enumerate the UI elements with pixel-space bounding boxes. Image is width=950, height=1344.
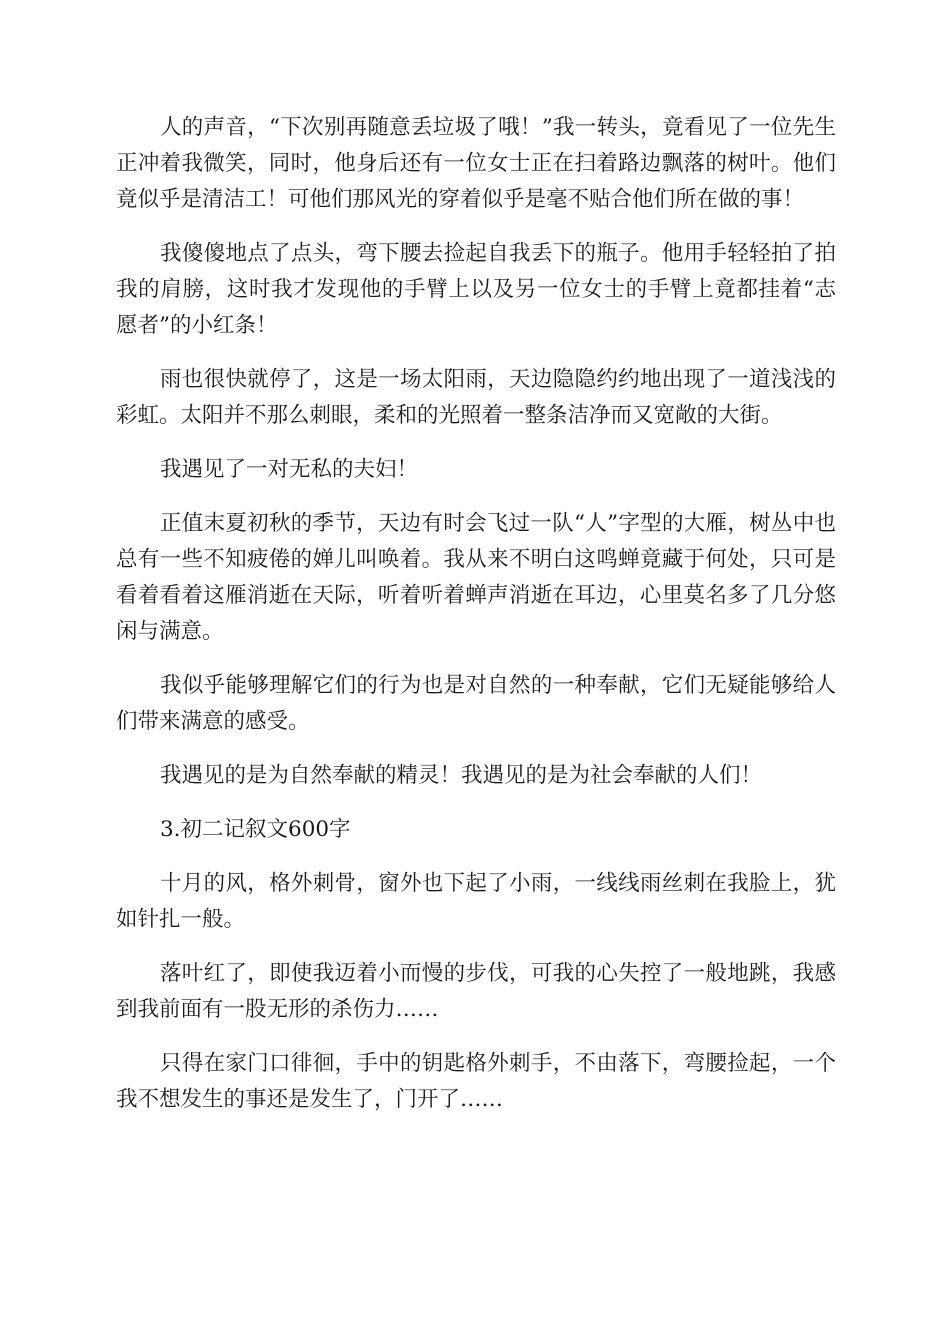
paragraph-dedication-nature: 我似乎能够理解它们的行为也是对自然的一种奉献，它们无疑能够给人们带来满意的感受。	[116, 673, 836, 734]
paragraph-red-leaves: 落叶红了，即使我迈着小而慢的步伐，可我的心失控了一般地跳，我感到我前面有一股无形的杀伤力……	[116, 961, 836, 1022]
paragraph-selfless-couple: 我遇见了一对无私的夫妇！	[160, 457, 419, 482]
paragraph-sun-rain: 雨也很快就停了，这是一场太阳雨，天边隐隐约约地出现了一道浅浅的彩虹。太阳并不那么刺眼，柔和的光照着一整条洁净而又宽敞的大街。	[116, 367, 836, 428]
paragraph-volunteer-band: 我傻傻地点了点头，弯下腰去捡起自我丢下的瓶子。他用手轻轻拍了拍我的肩膀，这时我才发现他的手臂上以及另一位女士的手臂上竟都挂着“志愿者”的小红条！	[116, 241, 836, 338]
document-body	[116, 110, 836, 1136]
paragraph-october-wind: 十月的风，格外刺骨，窗外也下起了小雨，一线线雨丝刺在我脸上，犹如针扎一般。	[116, 871, 836, 932]
paragraph-cleaners: 人的声音，“下次别再随意丢垃圾了哦！”我一转头，竟看见了一位先生正冲着我微笑，同时，他身后还有一位女士正在扫着路边飘落的树叶。他们竟似乎是清洁工！可他们那风光的穿着似乎是毫不贴合他们所在做的事！	[116, 115, 836, 212]
paragraph-late-summer: 正值末夏初秋的季节，天边有时会飞过一队“人”字型的大雁，树丛中也总有一些不知疲倦的婵儿叫唤着。我从来不明白这鸣蝉竟藏于何处，只可是看着看着这雁消逝在天际，听着听着蝉声消逝在耳边，心里莫名多了几分悠闲与满意。	[116, 511, 836, 644]
paragraph-conclusion: 我遇见的是为自然奉献的精灵！我遇见的是为社会奉献的人们！	[160, 763, 763, 788]
section-heading: 3.初二记叙文600字	[160, 817, 351, 842]
paragraph-door-opened: 只得在家门口徘徊，手中的钥匙格外刺手，不由落下，弯腰捡起，一个我不想发生的事还是发生了，门开了……	[116, 1051, 836, 1112]
